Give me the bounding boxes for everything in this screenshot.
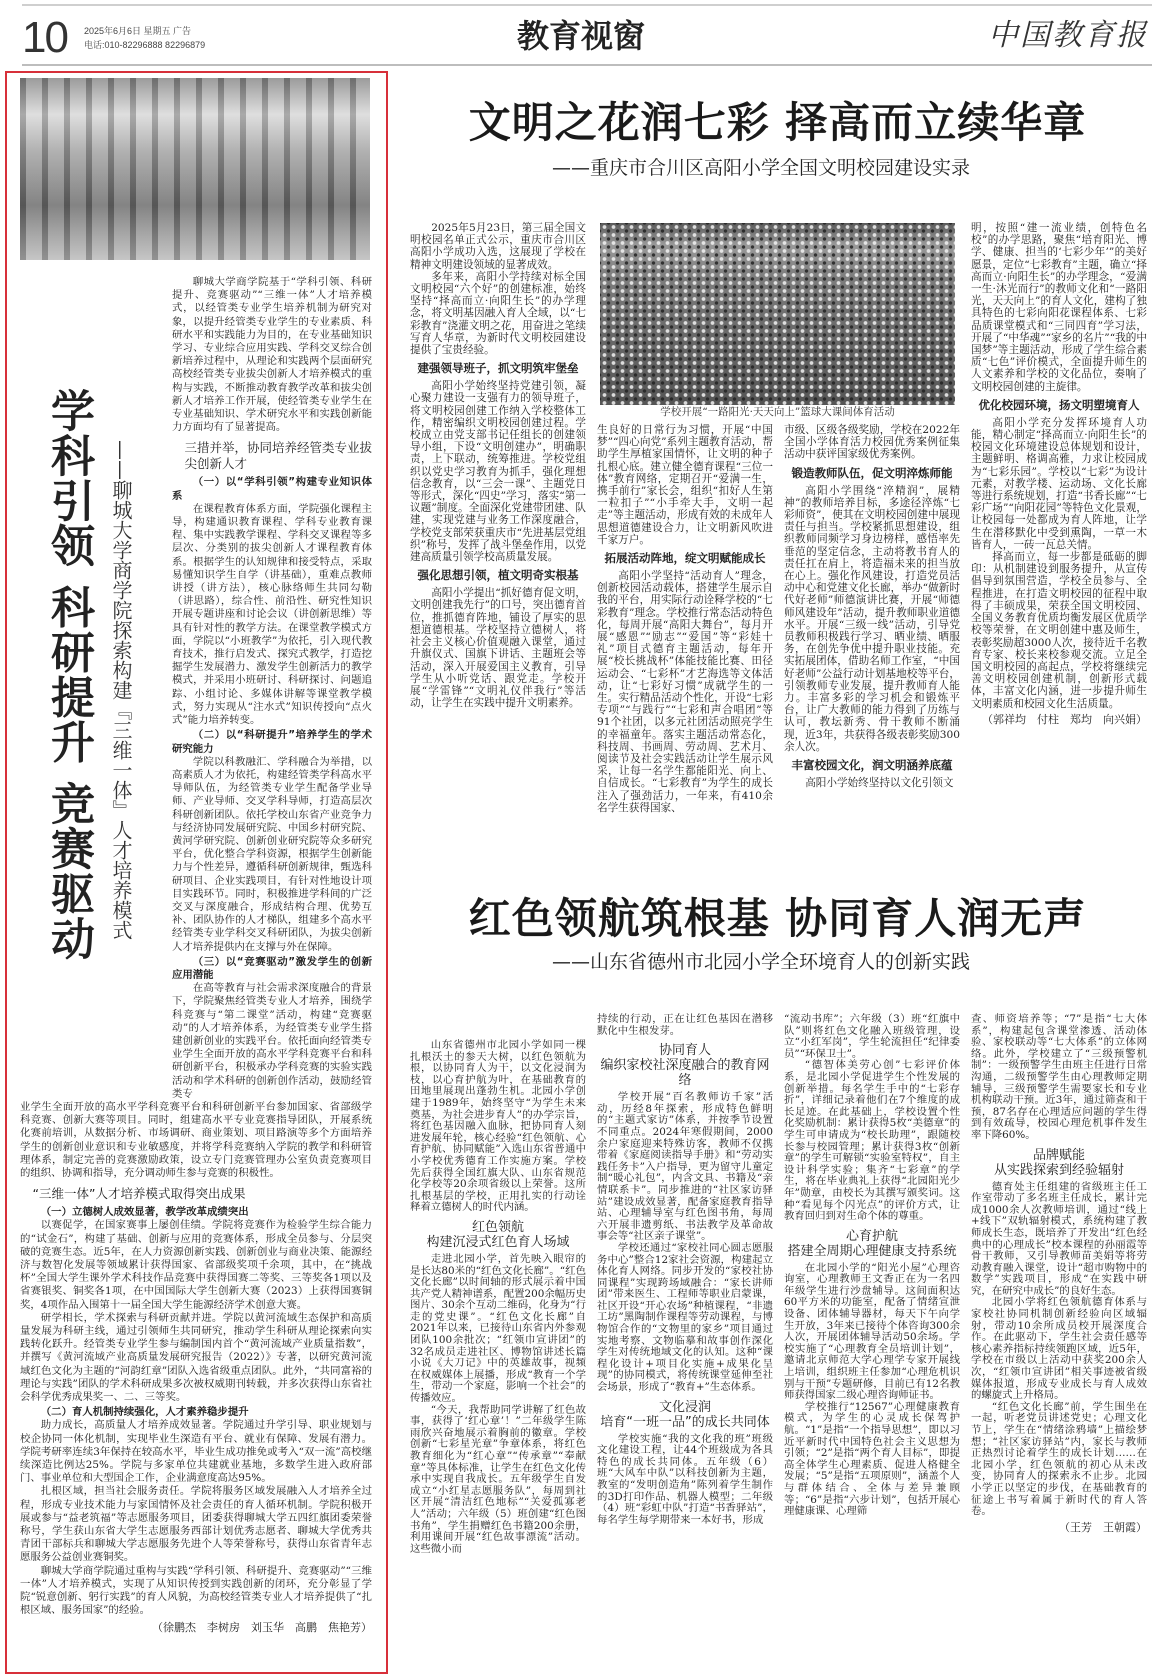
paragraph: 扎根区域，担当社会服务责任。学院将服务区域发展融入人才培养全过程，形成专业技术能力与家国情怀及社会责任的育人循环机制。学院积极开展或参与“益老筑福”等志愿服务项目，团委获得聊城大学五四红旗团委荣誉称号，学生获山东省大学生志愿服务西部计划优秀志愿者、聊城大学优秀共青团干部标兵和聊城大学志愿服务先进个人等荣誉称号，获得山东省青年志愿服务公益创业赛铜奖。 bbox=[20, 1485, 372, 1564]
left-article-byline: （徐鹏杰 李树房 刘玉华 高鹏 焦艳芳） bbox=[152, 1620, 372, 1634]
byline: （郭祥均 付柱 郑均 向兴娟） bbox=[982, 712, 1147, 726]
paragraph: 高阳小学始终坚持党建引领，凝心聚力建设一支强有力的领导班子，将文明校园创建工作纳入学校整体工作，精密编织文明校园创建过程。学校成立由党支部书记任组长的创建领导小组，下设“文明创建办”，明确职责，上下联动，统筹推进。学校党组织以党史学习教育为抓手，强化理想信念教育，以“三会一课”、主题党日等形式，深化“四史”学习，落实“第一议题”制度。全面深化党建带团建、队建，实现党建与业务工作深度融合，学校党支部荣获重庆市“先进基层党组织”称号，发挥了战斗堡垒作用，以党建高质量引领学校高质量发展。 bbox=[410, 380, 586, 564]
top-article-column-1 bbox=[410, 222, 586, 709]
left-article-narrow-column bbox=[172, 276, 372, 1101]
section-heading: （一）立德树人成效显著，教学改革成绩突出 bbox=[40, 1206, 249, 1219]
paragraph: 业学生全面开放的高水平学科竞赛平台和科研创新平台参加国家、省部级学科竞赛、创新大赛等项目。同时，组建高水平专业竞赛指导团队，开展系统化赛前培训，从数据分析、市场调研、商业策划、项目路演等多个方面培养学生的创新创业意识和专业敏感度，并将学科竞赛纳入学院的教学和科研管理体系，制定完善的竞赛激励政策，设立专门竞赛管理办公室负责竞赛项目的组织、协调和指导，充分调动师生参与竞赛的积极性。 bbox=[20, 1100, 372, 1179]
paragraph: 查、师资培养等；“7”是指“七大体系”，构建起包含课堂渗透、活动体验、家校联动等“七大体系”的立体网络。此外，学校建立了“三级预警机制”：一级预警学生由班主任进行日常沟通，二级预警学生由心理教师定期辅导，三级预警学生需要家长和专业机构联动干预。近3年，通过筛查和干预，87名存在心理适应问题的学生得到有效疏导，校园心理危机事件发生率下降60%。 bbox=[971, 1013, 1147, 1141]
paragraph: 高阳小学始终坚持以文化引领文 bbox=[805, 777, 954, 790]
paragraph: 高阳小学围绕“淬精润”，展精神”的教师培养目标，多途径淬炼“七彩师资”，使其在文明校园创建中展现责任与担当。学校紧抓思想建设，组织教师同频学习身边榜样，感悟率先垂范的坚定信念，主动将教书育人的责任扛在肩上，将造福未来的担当放在心上。强化作风建设，打造党员活动中心和党建文化长廊，举办“做新时代好老师”师德演讲比赛，开展“师德师风建设年”活动，提升教师职业道德水平。开展“三级一线”活动，引导党员教师积极践行学习、晒业绩、晒服务，在创先争优中提升职业技能。充实拓展团体，借助名师工作室，“中国好老师”公益行动计划基地校等平台，引领教师专业发展，提升教师育人能力。丰富多彩的学习机会和锻炼平台，让广大教师的能力得到了历练与认可，教坛新秀、骨干教师不断涌现，近3年，共获得各级表彰奖励300余人次。 bbox=[784, 484, 960, 753]
paragraph: 聊城大学商学院通过重构与实践“学科引领、科研提升、竞赛驱动”“三维一体”人才培养模式，实现了从知识传授到实践创新的闭环，充分彰显了学院“锐意创新、躬行实践”的育人风貌，为高校经管类专业人才培养提供了“扎根区域、服务国家”的经验。 bbox=[20, 1564, 372, 1617]
left-article-body bbox=[20, 276, 372, 1635]
paragraph: “今天，我帮助同学讲解了红色故事，获得了‘红心章’！”二年级学生陈雨欣兴奋地展示着胸前的徽章。学校创新“七彩星光章”争章体系，将红色教育细化为“红心章”“传承章”“奉献章”等具体标准，让学生在红色文化传承中实现自我成长。五年级学生自发成立“小红星志愿服务队”，每周到社区开展“清洁红色地标”“关爱孤寡老人”活动；六年级（5）班创建“红色图书角”，学生捐赠红色书籍200余册，利用课间开展“红色故事漂流”活动。这些微小而 bbox=[410, 1403, 586, 1555]
paragraph: 山东省德州市北园小学如同一棵扎根沃土的参天大树，以红色领航为根，以协同育人为干，以文化浸润为枝，以心育护航为叶，在基础教育的田地里展现出蓬勃生机。北园小学创建于1989年，始终坚守“为学生未来奠基，为社会进步育人”的办学宗旨，将红色基因融入血脉，把协同育人刻进发展年轮，核心经验“红色领航、心育护航、协同赋能”入选山东省普通中小学校优秀德育工作实施方案。学校先后获得全国红旗大队、山东省规范化学校等20余项省级以上荣誉。这所扎根基层的学校，正用扎实的行动诠释着立德树人的时代内涵。 bbox=[410, 1039, 586, 1214]
newspaper-logo: 中国教育报 bbox=[988, 18, 1148, 53]
paragraph: “红色文化长廊”前，学生围坐在一起，听老党员讲述党史；心理文化节上，学生在“情绪涂鸦墙”上描绘梦想；“社区家访驿站”内，家长与教师正热烈讨论着学生的成长计划……在北园小学，红色领航的初心从未改变，协同育人的探索永不止步。北园小学正以坚定的步伐，在基础教育的征途上书写着属于新时代的育人答卷。 bbox=[971, 1400, 1147, 1518]
building-photo-icon bbox=[20, 78, 370, 260]
section-heading: （一）以“学科引领”构建专业知识体系 bbox=[172, 476, 372, 502]
bottom-article-headline: 红色领航筑根基 协同育人润无声 bbox=[468, 894, 1087, 943]
section-heading: 锻造教师队伍，促文明淬炼师能 bbox=[791, 465, 953, 480]
paragraph: 以赛促学，在国家赛事上屡创佳绩。学院将竞赛作为检验学生综合能力的“试金石”，构建了基础、创新与应用的竞赛体系，形成全员参与、分层突破的竞赛生态。近5年，在人力资源创新实践、创新创业与商业决策、能源经济与数智化发展等领域累计获得国家、省部级奖项千余项，其中，在“挑战杯”全国大学生课外学术科技作品竞赛中获得国赛二等奖、三等奖各1项以及省赛银奖、铜奖各1项，在中国国际大学生创新大赛（2023）上获得国赛铜奖，4项作品入围第十一届全国大学生能源经济学术创意大赛。 bbox=[20, 1219, 372, 1311]
section-heading: 品牌赋能 从实践探索到经验辐射 bbox=[993, 1147, 1124, 1178]
left-article-subtitle: ——聊城大学商学院探索构建『三维一体』人才培养模式 bbox=[109, 440, 133, 940]
paragraph: 在北园小学的“阳光小屋”心理咨询室，心理教师王文香正在为一名四年级学生进行沙盘辅导。这间面积达60平方米的功能室，配备了情绪宣泄设备、团体辅导器材，每天下午向学生开放，3年来已接待个体咨询300余人次，开展团体辅导活动50余场。学校实施了“心理教育全员培训计划”，邀请北京师范大学心理学专家开展线上培训，组织班主任参加“心理危机识别与干预”专题研修，目前已有12名教师获得国家二级心理咨询师证书。 bbox=[784, 1261, 960, 1402]
paragraph: 2025年5月23日，第三届全国文明校园名单正式公示，重庆市合川区高阳小学成功入选，这展现了学校在精神文明建设领域的显著成效。 bbox=[410, 222, 586, 271]
paragraph: 多年来，高阳小学持续对标全国文明校园“六个好”的创建标准，始终坚持“择高而立·向阳生长”的办学理念，将文明基因融入育人全域，以“七彩教育”浇灌文明之花，用奋进之笔续写育人华章，为新时代文明校园建设提供了宝贵经验。 bbox=[410, 270, 586, 357]
bottom-article-column-1 bbox=[410, 1040, 586, 1555]
bottom-article-column-4 bbox=[971, 1014, 1147, 1535]
playground-activity-photo-icon bbox=[600, 223, 955, 405]
paragraph: 在高等教育与社会需求深度融合的背景下，学院聚焦经管类专业人才培养，围绕学科竞赛与“第二课堂”活动，构建“竞赛驱动”的人才培养体系，为经管类专业学生搭建创新创业的实践平台。依托面向经管类专业学生全面开放的高水平学科竞赛平台和科研创新平台，积极承办学科竞赛的实验实践活动和学术科研的创新创作活动，鼓励经管类专 bbox=[172, 982, 372, 1100]
top-article-column-4 bbox=[971, 222, 1147, 727]
date-line: 2025年6月6日 星期五 广告 bbox=[84, 26, 192, 36]
phone-line: 电话:010-82296888 82296879 bbox=[84, 40, 206, 50]
paragraph: 在课程教育体系方面，学院强化课程主导，构建通识教育课程、学科专业教育课程、集中实践教学课程、学科交叉课程等多层次、分类别的拔尖创新人才课程教育体系。根据学生的认知规律和接受特点，采取易懂知识学生自学（讲基础），重难点教师讲授（讲方法），核心脉络师生共同勾勒（讲思路），综合性、前沿性、研究性知识开展专题讲座和讨论会议（讲创新思维）等具有针对性的教学方法。在课堂教学模式方面，学院以“小班教学”为依托，引入现代教育技术，推行启发式、探究式教学，打造挖掘学生发展潜力、激发学生创新活力的教学模式，并采用小班研讨、科研探讨、问题追踪、小组讨论、多媒体讲解等课堂教学模式，努力实现从“注水式”知识传授向“点火式”能力培养转变。 bbox=[172, 502, 372, 727]
photo-caption: 学校开展“一路阳光·天天向上”篮球大课间体育活动 bbox=[660, 406, 895, 418]
section-heading: 优化校园环境，扬文明塑境育人 bbox=[978, 397, 1140, 412]
header-top-rule bbox=[22, 4, 1152, 6]
paragraph: 持续的行动，正在让红色基因在潜移默化中生根发芽。 bbox=[597, 1013, 773, 1037]
bottom-article-column-2 bbox=[597, 1014, 773, 1526]
section-heading: （二）育人机制持续强化，人才素养稳步提升 bbox=[40, 1406, 249, 1419]
paragraph: 走进北园小学，首先映入眼帘的是长达80米的“红色文化长廊”。“红色文化长廊”以时间轴的形式展示着中国共产党人精神谱系，配置200余幅历史图片、30余个互动二维码，化身为“行走的党史课”。“红色文化长廊”自2021年以来，已接待山东省内外参观团队100余批次；“红领巾宣讲团”的32名成员走进社区、博物馆讲述长篇小说《大刀记》中的英雄故事，视频在权威媒体上展播，形成“教育一个学生，带动一个家庭，影响一个社会”的传播效应。 bbox=[410, 1252, 586, 1405]
paragraph: “流动书库”；六年级（3）班“红旗中队”则将红色文化融入班级管理，设立“小红军岗”，学生轮流担任“纪律委员”“环保卫士”。 bbox=[784, 1013, 960, 1060]
section-heading: 建强领导班子，抓文明筑牢堡垒 bbox=[417, 361, 579, 376]
paragraph: 生良好的日常行为习惯，开展“中国梦”“四心向党”系列主题教育活动，帮助学生厚植家国情怀，让文明的种子扎根心底。建立健全德育课程“三位一体”教育网络，定期召开“爱满一生，携手前行”家长会，组织“扣好人生第一粒扣子”“小手牵大手，文明一起走”等主题活动，形成有效的未成年人思想道德建设合力，让文明新风吹进千家万户。 bbox=[597, 424, 773, 546]
paragraph: 德育处主任组建的省级班主任工作室带动了多名班主任成长，累计完成1000余人次教师培训，通过“线上+线下”双轨辐射模式，系统构建了教师成长生态，既培养了开发出“红色经典中的心理成长”校本课程的孙丽霞等骨干教师，又引导教师苗美娟等将劳动教育融入课堂，设计“超市购物中的数学”实践项目，形成“在实践中研究，在研究中成长”的良好生态。 bbox=[971, 1180, 1147, 1297]
paragraph: 学校推行“12567”心理健康教育模式，为学生的心灵成长保驾护航。“1”是指“一个指导思想”，即以习近平新时代中国特色社会主义思想为引领；“2”是指“两个育人目标”，即提高全体学生心理素质、促进人格健全发展；“5”是指“五项原则”，涵盖个人与群体结合、全体与差异兼顾等；“6”是指“六步计划”，包括开展心理健康课、心理筛 bbox=[784, 1400, 960, 1518]
section-heading: 协同育人 编织家校社深度融合的教育网络 bbox=[600, 1043, 770, 1089]
paragraph: 学院以科教融汇、学科融合为举措，以高素质人才为依托，构建经管类学科高水平导师队伍，为经管类专业学生配备学业导师、产业导师、交叉学科导师，打造高层次科研创新团队。依托学校山东省产业竞争力与经济协同发展研究院、中国乡村研究院、黄河学研究院、创新创业研究院等众多研究平台，优化整合学科资源，根据学生创新能力与个性差异，遵循科研创新规律，甄选科研项目、企业实践项目，有针对性地设计项目实践环节。同时，积极推进学科间的广泛交叉与深度融合，形成结构合理、优势互补、团队协作的人才梯队，组建多个高水平经管类专业学科交叉科研团队，为拔尖创新人才培养提供内在支撑与外在保障。 bbox=[172, 755, 372, 953]
paragraph: 高阳小学充分发挥环境育人功能，精心制定“择高而立·向阳生长”的校园文化环境建设总体规划和设计，主题鲜明、格调高雅，力求让校园成为“七彩乐园”。学校以“七彩”为设计元素，对教学楼、运动场、文化长廊等进行系统规划，打造“书香长廊”“七彩广场”“向阳花园”等特色文化景观，让校园每一处都成为育人阵地，让学生在潜移默化中受到熏陶，一草一木皆育人，一砖一瓦总关情。 bbox=[971, 416, 1147, 551]
bottom-article-column-3 bbox=[784, 1014, 960, 1518]
paragraph: 学校实施“我的文化我的班”班级文化建设工程，让44个班级成为各具特色的成长共同体。五年级（6）班“大风车中队”以科技创新为主题，教室的“发明创造角”陈列着学生制作的3D打印作品、机器人模型；二年级（4）班“彩虹中队”打造“书香驿站”，每名学生每学期带来一本好书，形成 bbox=[597, 1432, 773, 1526]
top-article-column-3 bbox=[784, 424, 960, 789]
left-article-title: 学科引领 科研提升 竞赛驱动 bbox=[43, 388, 94, 961]
paragraph: 助力成长，高质量人才培养成效显著。学院通过升学引导、职业规划与校企协同一体化机制，实现毕业生深造有平台、就业有保障、发展有潜力。学院考研率连续3年保持在较高水平，毕业生成功推免或考入“双一流”高校继续深造比例达25%。学院与多家单位共建就业基地，多数学生进入政府部门、事业单位和大型国企工作，企业满意度高达95%。 bbox=[20, 1419, 372, 1485]
paragraph: 北园小学将红色领航德育体系与家校社协同机制创新经验向区域辐射，带动10余所成员校开展深度合作。在此驱动下，学生社会责任感等核心素养指标持续领跑区域，近5年，学校在市级以上活动中获奖200余人次，“红领巾宣讲团”相关事迹被省级媒体报道，形成专业成长与育人成效的螺旋式上升格局。 bbox=[971, 1296, 1147, 1402]
top-article-headline: 文明之花润七彩 择高而立续华章 bbox=[468, 98, 1087, 147]
section-heading: 三措并举，协同培养经管类专业拔尖创新人才 bbox=[184, 440, 373, 472]
paragraph: “德智体美劳心创”七彩评价体系，是北园小学促进学生个性发展的创新举措。每名学生手中的“七彩存折”，详细记录着他们在7个维度的成长足迹。在此基础上，学校设置个性化奖励机制：累计获得5枚“美德章”的学生可申请成为“校长助理”，跟随校长参与校园管理；累计获得3枚“创新章”的学生可解锁“实验室特权”，自主设计科学实验；集齐“七彩章”的学生，将在毕业典礼上获得“北园阳光少年”勋章，由校长为其撰写颁奖词。这种“看见每个闪光点”的评价方式，让教育回归到对生命个体的尊重。 bbox=[784, 1059, 960, 1223]
paragraph: 学校开展“百名教师访千家”活动，历经8年探索，形成特色鲜明的“主题式家访”体系，并按季节设置不同重点。2024年寒假期间，2000余户家庭迎来特殊访客，教师不仅携带着《家庭阅读指导手册》和“劳动实践任务卡”入户指导，更为留守儿童定制“暖心礼包”，内含文具、书籍及“亲情联系卡”。同步推进的“社区家访驿站”建设成效显著，配备家庭教育指导站、心理辅导室与红色图书角，每周六开展非遗剪纸、书法教学及革命故事会等“社区亲子课堂”。 bbox=[597, 1091, 773, 1243]
left-article-wide-column bbox=[20, 1101, 372, 1618]
top-article-column-2 bbox=[597, 424, 773, 814]
paragraph: 高阳小学提出“抓好德育促文明，文明创建我先行”的口号，突出德育首位，推抓德育阵地，铺设了厚实的思想道德根基。学校坚持立德树人，将社会主义核心价值观融入课堂，通过升旗仪式、国旗下讲话、主题班会等活动，深入开展爱国主义教育，引导学生从小听党话、跟党走。学校开展“学雷锋”“文明礼仪伴我行”等活动，让学生在实践中提升文明素养。 bbox=[410, 587, 586, 710]
section-heading: 心育护航 搭建全周期心理健康支持系统 bbox=[787, 1228, 957, 1259]
header-bottom-rule bbox=[22, 64, 1152, 66]
section-title: 教育视窗 bbox=[516, 17, 645, 55]
paragraph: 择高而立，每一步都是砥砺的脚印：从机制建设到服务提升，从宣传倡导到氛围营造，学校全员参与、全程推进，在打造文明校园的征程中取得了丰硕成果，荣获全国文明校园、全国义务教育优质均衡发展区优质学校等荣誉，在文明创建中惠及师生，表彰奖励超3000人次，接待近千名教育专家、校长来校参观交流。立足全国文明校园的高起点，学校将继续完善文明校园创建机制，创新形式载体，丰富文化内涵，进一步提升师生文明素质和校园文化生活质量。 bbox=[971, 551, 1147, 710]
top-article-subtitle: ——重庆市合川区高阳小学全国文明校园建设实录 bbox=[552, 157, 971, 179]
paragraph: 高阳小学坚持“活动育人”理念，创新校园活动载体，搭建学生展示自我的平台，用实际行动诠释学校的“七彩教育”理念。学校推行常态活动特色化，每周开展“高阳大舞台”，每月开展“感恩”“励志”“爱国”等“彩娃十礼”项目式德育主题活动，每年开展“校长挑战杯”体能技能比赛、田径运动会、“七彩杯”才艺海选等文体活动，让“七彩好习惯”成就学生的一生。实行精品活动个性化，开设“七彩专项”“与践行”“七彩和声合唱团”等91个社团，以多元社团活动照亮学生的幸福童年。落实主题活动常态化，科技周、书画周、劳动周、艺术月、阅读节及社会实践活动让学生展示风采，让每一名学生都能阳光、向上、自信成长。“七彩教育”为学生的成长注入了强劲活力，一年来，有410余名学生获得国家、 bbox=[597, 570, 773, 814]
section-heading: “三维一体”人才培养模式取得突出成果 bbox=[32, 1186, 246, 1202]
bottom-article-subtitle: ——山东省德州市北园小学全环境育人的创新实践 bbox=[552, 951, 971, 973]
paragraph: 聊城大学商学院基于“学科引领、科研提升、竞赛驱动”“三维一体”人才培养模式，以经管类专业学生培养机制为研究对象，以提升经管类专业学生的专业素质、科研水平和实践能力为目的，在专业基础知识学习、专业综合应用实践、学科交叉综合创新培养过程中，从理论和实践两个层面研究高校经管类专业拔尖创新人才培养模式的重构与实践，不断推动教育教学改革和拔尖创新人才培养工作开展，使经管类专业学生在专业基础知识、学术研究水平和实践创新能力方面均有了显著提高。 bbox=[172, 276, 372, 434]
page-number: 10 bbox=[22, 13, 67, 62]
section-heading: （二）以“科研提升”培养学生的学术研究能力 bbox=[172, 729, 372, 755]
paragraph: 学校还通过“家校社同心圆志愿服务中心”整合12家社会资源，构建起立体化育人网络。同步开发的“家校社协同课程”实现跨场域融合：“家长讲师团”带来医生、工程师等职业启蒙课，社区开设“开心农场”种植课程，“非遗工坊”黑陶制作课程等劳动课程，与博物馆合作的“文物里的家乡”项目通过实地考察、文物临摹和故事创作深化学生对传统地域文化的认知。这种“课程化设计+项目化实施+成果化呈现”的协同模式，将传统课堂延伸至社会场景，形成了“教育+”生态体系。 bbox=[597, 1241, 773, 1394]
section-heading: （三）以“竞赛驱动”激发学生的创新应用潜能 bbox=[172, 955, 372, 981]
paragraph: 市级、区级各级奖励，学校在2022年全国小学体育活力校园优秀案例征集活动中获评国家级优秀案例。 bbox=[784, 424, 960, 461]
section-heading: 强化思想引领，植文明奇实根基 bbox=[417, 568, 579, 583]
section-heading: 丰富校园文化，润文明涵养底蕴 bbox=[791, 758, 953, 773]
paragraph: 研学相长，学术探索与科研贡献并进。学院以黄河流域生态保护和高质量发展为科研主线，通过引领师生共同研究，推动学生科研从理论探索向实践转化跃升。经管类专业学生参与编制国内首个“黄河流域产业质量指数”，并撰写《黄河流域产业高质量发展研究报告（2022）》专著，以研究黄河流域红色文化为主题的“河韵红章”团队入选省级重点团队。此外，“共同富裕的理论与实践”团队的学术科研成果多次被权威期刊转载，并多次获得山东省社会科学优秀成果奖一、二、三等奖。 bbox=[20, 1311, 372, 1404]
section-heading: 文化浸润 培育“一班一品”的成长共同体 bbox=[600, 1399, 770, 1430]
section-heading: 红色领航 构建沉浸式红色育人场域 bbox=[426, 1219, 570, 1250]
section-heading: 拓展活动阵地，绽文明赋能成长 bbox=[604, 551, 766, 566]
byline: （王芳 王朝霞） bbox=[1059, 1520, 1147, 1534]
paragraph: 明，按照“建一流业绩，创特色名校”的办学思路，聚焦“培育阳光、博学、健康、担当的‘七彩少年’”的美好愿景，定位“七彩教育”主题，确立“择高而立·向阳生长”的办学理念，“爱满一生·沐光而行”的教师文化和“一路阳光，天天向上”的育人文化，建构了独具特色的七彩向阳花课程体系、七彩品质课堂模式和“三同四育”学习法，开展了“中华魂”“家乡的名片”“我的中国梦”等主题活动，形成了学生综合素质“七色”评价模式，全面提升师生的人文素养和学校的文化品位，奏响了文明校园创建的主旋律。 bbox=[971, 222, 1147, 393]
